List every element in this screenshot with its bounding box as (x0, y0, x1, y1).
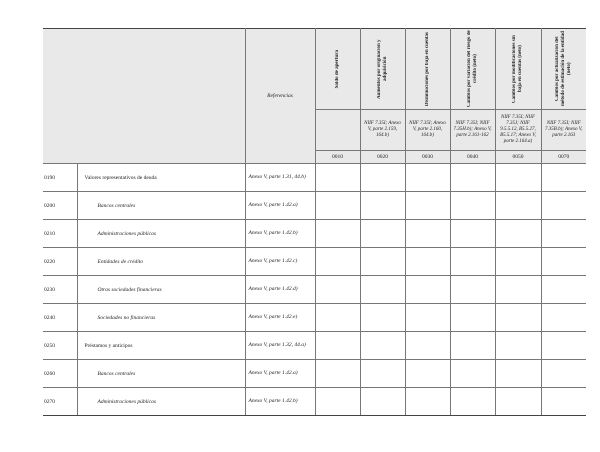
col-title-0040: Cambios por variación del riesgo de crédito (neto) (466, 30, 478, 108)
col-header-0040 (450, 29, 495, 110)
row-label-text: Administraciones públicas (97, 230, 157, 237)
row-label (77, 220, 245, 248)
row-code-text: 0240 (44, 314, 55, 321)
value-cell[interactable] (360, 388, 405, 416)
col-code-cell-0030 (405, 151, 450, 164)
value-cell[interactable] (315, 248, 360, 276)
value-cell[interactable] (495, 304, 541, 332)
row-code (43, 332, 77, 360)
col-code-0020: 0020 (377, 154, 388, 160)
value-cell[interactable] (450, 220, 495, 248)
row-label (77, 388, 245, 416)
row-code (43, 220, 77, 248)
value-cell[interactable] (405, 248, 450, 276)
row-label-text: Administraciones públicas (97, 398, 157, 405)
report-table-container (43, 28, 586, 416)
row-reference (245, 220, 315, 248)
col-refs-text-0020: NIIF 7.35I; Anexo V, parte 2.159, 164.b) (364, 121, 401, 138)
value-cell[interactable] (541, 360, 586, 388)
col-refs-0010 (315, 110, 360, 151)
col-header-0030 (405, 29, 450, 110)
table-row (43, 192, 586, 220)
value-cell[interactable] (405, 304, 450, 332)
row-reference-text: Anexo V, parte 1.42.c) (248, 258, 298, 264)
row-reference-text: Anexo V, parte 1.42.e) (248, 314, 298, 320)
row-label (77, 164, 245, 192)
row-code-text: 0270 (44, 398, 55, 405)
row-reference-text: Anexo V, parte 1.42.b) (248, 398, 298, 404)
row-reference (245, 332, 315, 360)
col-refs-text-0070: NIIF 7.35I; NIIF 7.35B.b); Anexo V, parte 2.163 (545, 121, 583, 138)
value-cell[interactable] (405, 276, 450, 304)
value-cell[interactable] (450, 388, 495, 416)
value-cell[interactable] (360, 192, 405, 220)
row-code (43, 388, 77, 416)
col-code-0010: 0010 (332, 154, 343, 160)
value-cell[interactable] (405, 332, 450, 360)
row-reference (245, 192, 315, 220)
value-cell[interactable] (541, 332, 586, 360)
value-cell[interactable] (495, 164, 541, 192)
value-cell[interactable] (405, 192, 450, 220)
value-cell[interactable] (360, 164, 405, 192)
col-refs-0040 (450, 110, 495, 151)
value-cell[interactable] (405, 360, 450, 388)
row-reference (245, 276, 315, 304)
table-row (43, 360, 586, 388)
row-code (43, 360, 77, 388)
row-code-text: 0250 (44, 342, 55, 349)
table-row (43, 164, 586, 192)
value-cell[interactable] (450, 192, 495, 220)
value-cell[interactable] (450, 332, 495, 360)
col-title-0010: Saldo de apertura (334, 49, 340, 89)
value-cell[interactable] (405, 164, 450, 192)
row-label (77, 192, 245, 220)
row-label-text: Sociedades no financieras (97, 314, 156, 321)
row-reference-text: Anexo V, parte 1.42.d) (248, 286, 298, 292)
value-cell[interactable] (360, 248, 405, 276)
value-cell[interactable] (315, 164, 360, 192)
value-cell[interactable] (450, 248, 495, 276)
value-cell[interactable] (495, 360, 541, 388)
col-code-cell-0070 (541, 151, 586, 164)
value-cell[interactable] (495, 276, 541, 304)
row-code-text: 0210 (44, 230, 55, 237)
value-cell[interactable] (405, 388, 450, 416)
col-header-0020 (360, 29, 405, 110)
value-cell[interactable] (315, 276, 360, 304)
value-cell[interactable] (405, 220, 450, 248)
value-cell[interactable] (360, 276, 405, 304)
row-code-text: 0220 (44, 258, 55, 265)
col-code-cell-0010 (315, 151, 360, 164)
col-refs-text-0030: NIIF 7.35I; Anexo V, parte 2.160, 164.b) (409, 121, 446, 138)
row-label-text: Valores representativos de deuda (84, 174, 157, 181)
row-label (77, 276, 245, 304)
header-references-cell (245, 29, 315, 164)
value-cell[interactable] (315, 220, 360, 248)
row-reference (245, 304, 315, 332)
row-code (43, 248, 77, 276)
row-code-text: 0230 (44, 286, 55, 293)
value-cell[interactable] (315, 360, 360, 388)
table-row (43, 220, 586, 248)
row-label (77, 248, 245, 276)
row-code-text: 0260 (44, 370, 55, 377)
table-row (43, 332, 586, 360)
row-reference (245, 164, 315, 192)
value-cell[interactable] (541, 164, 586, 192)
row-code (43, 276, 77, 304)
references-heading: Referencias (267, 93, 293, 99)
col-header-0010 (315, 29, 360, 110)
value-cell[interactable] (315, 192, 360, 220)
col-refs-text-0040: NIIF 7.35I; NIIF 7.35H.b); Anexo V, parte 2.161-162 (453, 121, 492, 138)
value-cell[interactable] (360, 360, 405, 388)
col-header-0050 (495, 29, 541, 110)
col-code-cell-0020 (360, 151, 405, 164)
value-cell[interactable] (541, 388, 586, 416)
table-row (43, 304, 586, 332)
row-code-text: 0190 (44, 174, 55, 181)
col-refs-0070 (541, 110, 586, 151)
value-cell[interactable] (360, 220, 405, 248)
row-reference (245, 248, 315, 276)
col-code-0040: 0040 (467, 154, 478, 160)
row-code-text: 0200 (44, 202, 55, 209)
value-cell[interactable] (495, 388, 541, 416)
header-blank-cell (43, 29, 245, 164)
col-refs-0020 (360, 110, 405, 151)
col-title-0030: Disminuciones por baja en cuentas (424, 31, 430, 107)
row-label-text: Bancos centrales (97, 370, 136, 377)
col-refs-text-0050: NIIF 7.35I; NIIF 7.35J; NIIF 9.5.5.12, B5.5.27, B5.5.17; Anexo V, parte 2.164.a) (500, 115, 536, 144)
table-row (43, 276, 586, 304)
col-header-0070 (541, 29, 586, 110)
col-refs-0030 (405, 110, 450, 151)
value-cell[interactable] (541, 304, 586, 332)
value-cell[interactable] (495, 220, 541, 248)
col-title-0020: Aumentos por originación y adquisición (376, 39, 388, 99)
header-title-row (43, 29, 586, 110)
row-label-text: Bancos centrales (97, 202, 136, 209)
row-label (77, 360, 245, 388)
col-title-0050: Cambios por modificaciones sin baja en cuentas (neto) (512, 35, 523, 103)
value-cell[interactable] (450, 304, 495, 332)
row-code (43, 192, 77, 220)
col-code-0070: 0070 (558, 154, 570, 160)
value-cell[interactable] (541, 220, 586, 248)
col-code-cell-0040 (450, 151, 495, 164)
table-row (43, 388, 586, 416)
value-cell[interactable] (495, 248, 541, 276)
value-cell[interactable] (541, 248, 586, 276)
row-reference-text: Anexo V, parte 1.42.a) (248, 370, 298, 376)
value-cell[interactable] (315, 388, 360, 416)
row-reference-text: Anexo V, parte 1.42.a) (248, 202, 298, 208)
value-cell[interactable] (450, 164, 495, 192)
col-code-0030: 0030 (422, 154, 433, 160)
row-reference-text: Anexo V, parte 1.31, 44.b) (248, 174, 306, 180)
col-code-0050: 0050 (512, 154, 524, 160)
col-refs-0050 (495, 110, 541, 151)
value-cell[interactable] (541, 192, 586, 220)
col-code-cell-0050 (495, 151, 541, 164)
row-label (77, 304, 245, 332)
row-label-text: Entidades de crédito (97, 258, 144, 265)
report-table (43, 28, 586, 416)
table-row (43, 248, 586, 276)
value-cell[interactable] (450, 276, 495, 304)
col-title-0070: Cambios por actualización del método de estimación de la entidad (neto) (554, 31, 572, 107)
value-cell[interactable] (315, 304, 360, 332)
value-cell[interactable] (495, 332, 541, 360)
row-code (43, 304, 77, 332)
row-label-text: Otras sociedades financieras (97, 286, 162, 293)
row-label (77, 332, 245, 360)
row-code (43, 164, 77, 192)
value-cell[interactable] (495, 192, 541, 220)
value-cell[interactable] (315, 332, 360, 360)
value-cell[interactable] (541, 276, 586, 304)
value-cell[interactable] (450, 360, 495, 388)
row-label-text: Préstamos y anticipos (84, 342, 133, 349)
value-cell[interactable] (360, 332, 405, 360)
row-reference (245, 388, 315, 416)
row-reference-text: Anexo V, parte 1.32, 44.a) (248, 342, 306, 348)
row-reference (245, 360, 315, 388)
row-reference-text: Anexo V, parte 1.42.b) (248, 230, 298, 236)
value-cell[interactable] (360, 304, 405, 332)
